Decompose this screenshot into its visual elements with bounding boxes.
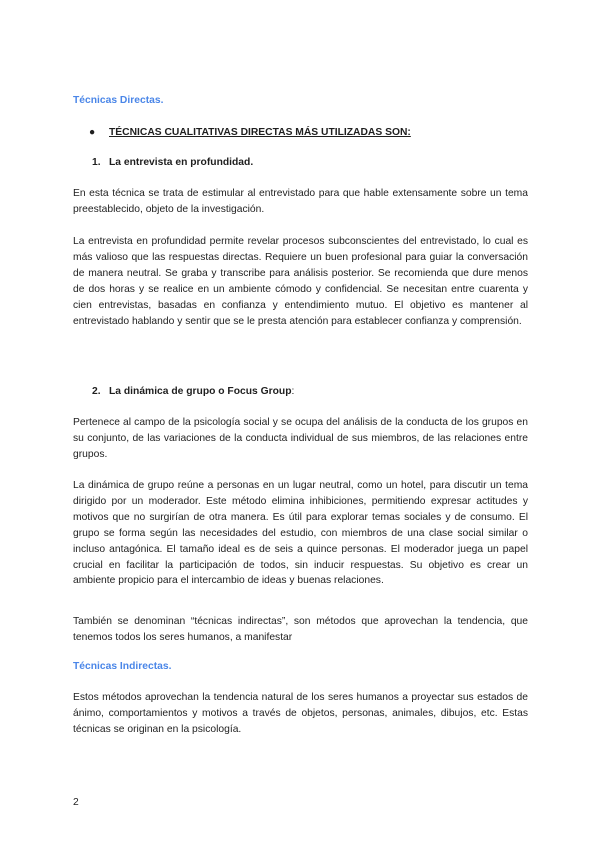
page-number: 2 [73,797,79,808]
paragraph-5: También se denominan “técnicas indirectas”, son métodos que aprovechan la tendencia, que tenemos todos los seres humanos, a manifestar [73,616,528,643]
numbered-item-2 [92,386,294,397]
paragraph-6: Estos métodos aprovechan la tendencia natural de los seres humanos a proyectar sus estados de ánimo, comportamientos y motivos a través de objetos, personas, animales, dibujos, etc. Estas técnicas se originan en la psicología. [73,692,528,735]
item-number: 2. [92,386,101,397]
bullet-icon: ● [89,127,96,138]
heading-direct-techniques: Técnicas Directas. [73,95,164,106]
bullet-text: TÉCNICAS CUALITATIVAS DIRECTAS MÁS UTILIZADAS SON: [109,127,411,138]
paragraph-3: Pertenece al campo de la psicología social y se ocupa del análisis de la conducta de los grupos en su conjunto, de las variaciones de la conducta individual de sus miembros, de las relaciones entre grupos. [73,417,528,460]
item-suffix: : [291,386,295,397]
item-number: 1. [92,157,101,168]
paragraph-2: La entrevista en profundidad permite revelar procesos subconscientes del entrevistado, lo cual es más valioso que las respuestas directas. Requiere un buen profesional para guiar la conversación de manera neutral. Se graba y transcribe para análisis posterior. Se recomienda que dure menos de dos horas y se realice en un ambiente cómodo y confidencial. Se necesitan entre cuarenta y cien entrevistas, basadas en confianza y entendimiento mutuo. El objetivo es mantener al entrevistado hablando y sentir que se le presta atención para establecer confianza y comprensión. [73,236,528,327]
item-title: La dinámica de grupo o Focus Group [109,386,292,397]
item-title: La entrevista en profundidad. [109,157,254,168]
bullet-heading [89,127,411,138]
paragraph-4: La dinámica de grupo reúne a personas en un lugar neutral, como un hotel, para discutir un tema dirigido por un moderador. Este método elimina inhibiciones, permitiendo expresar actitudes y motivos que no surgirían de otra manera. Es útil para explorar temas sociales y de consumo. El grupo se forma según las necesidades del estudio, con miembros de una clase social similar o incluso antagónica. El tamaño ideal es de seis a quince personas. El moderador juega un papel crucial en facilitar la participación de todos, sin inducir respuestas. Su objetivo es crear un ambiente propicio para el intercambio de ideas y buenas relaciones. [73,480,528,587]
heading-indirect-techniques: Técnicas Indirectas. [73,661,172,672]
numbered-item-1 [92,157,253,168]
paragraph-1: En esta técnica se trata de estimular al entrevistado para que hable extensamente sobre un tema preestablecido, objeto de la investigación. [73,188,528,215]
